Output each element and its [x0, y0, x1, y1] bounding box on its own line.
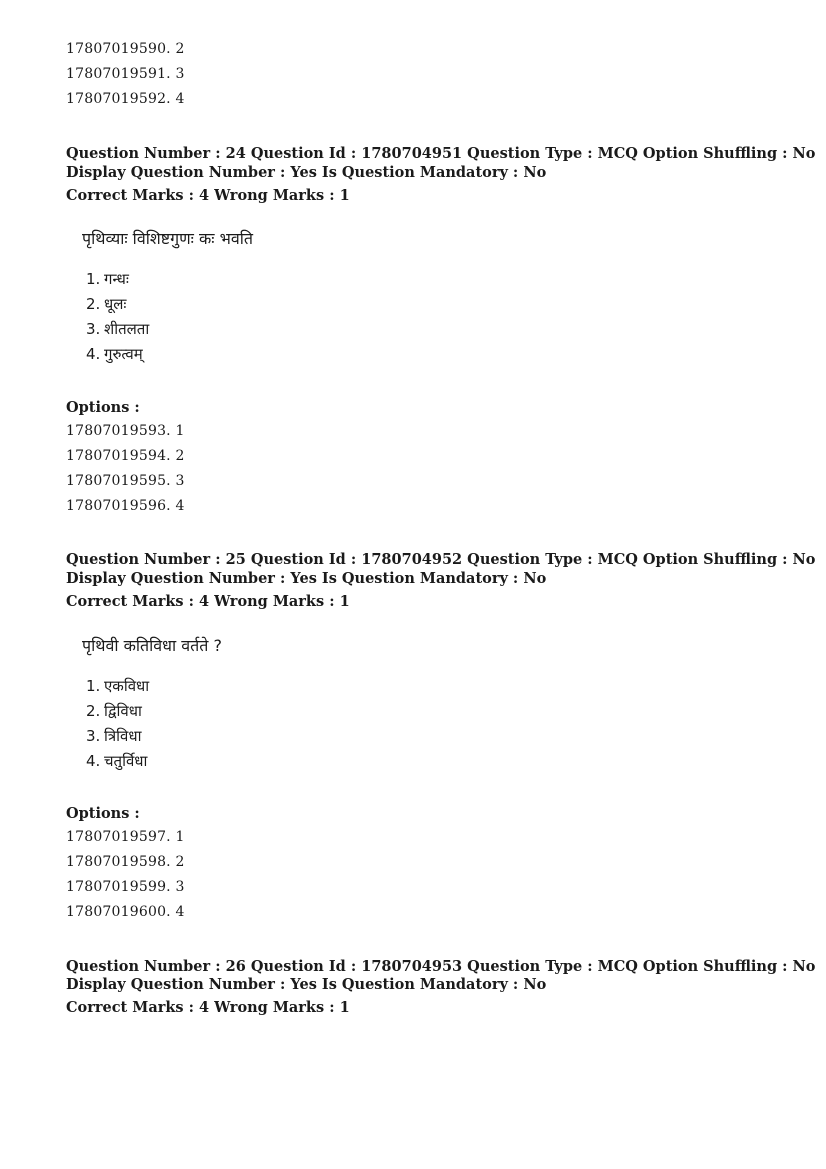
choice-text: चतुर्विधा	[104, 752, 148, 770]
choice-item	[86, 701, 142, 721]
option-line: 17807019593. 1	[66, 423, 185, 439]
option-line: 17807019597. 1	[66, 829, 185, 845]
question-text: पृथिव्याः विशिष्टगुणः कः भवति	[82, 229, 253, 248]
option-line: 17807019592. 4	[66, 91, 185, 107]
choice-number: 4.	[86, 345, 101, 363]
choice-text: एकविधा	[104, 677, 150, 695]
choice-text: गुरुत्वम्	[104, 345, 143, 363]
question-marks: Correct Marks : 4 Wrong Marks : 1	[66, 999, 350, 1016]
question-marks: Correct Marks : 4 Wrong Marks : 1	[66, 593, 350, 610]
choice-number: 2.	[86, 702, 101, 720]
choice-item	[86, 269, 129, 289]
question-header-2: Display Question Number : Yes Is Question Mandatory : No	[66, 164, 547, 181]
question-header: Question Number : 25 Question Id : 1780704952 Question Type : MCQ Option Shuffling : No	[66, 551, 816, 568]
option-line: 17807019590. 2	[66, 41, 185, 57]
question-header-2: Display Question Number : Yes Is Question Mandatory : No	[66, 976, 547, 993]
question-header-2: Display Question Number : Yes Is Question Mandatory : No	[66, 570, 547, 587]
choice-text: द्विविधा	[104, 702, 142, 720]
options-label: Options :	[66, 399, 140, 416]
option-line: 17807019596. 4	[66, 498, 185, 514]
option-line: 17807019598. 2	[66, 854, 185, 870]
choice-text: धूलः	[104, 295, 127, 313]
choice-number: 3.	[86, 727, 101, 745]
question-marks: Correct Marks : 4 Wrong Marks : 1	[66, 187, 350, 204]
choice-text: गन्धः	[104, 270, 129, 288]
option-line: 17807019599. 3	[66, 879, 185, 895]
choice-number: 2.	[86, 295, 101, 313]
options-label: Options :	[66, 805, 140, 822]
option-line: 17807019595. 3	[66, 473, 185, 489]
choice-text: शीतलता	[104, 320, 150, 338]
question-text: पृथिवी कतिविधा वर्तते ?	[82, 636, 222, 655]
choice-item	[86, 294, 126, 314]
option-line: 17807019594. 2	[66, 448, 185, 464]
choice-item	[86, 676, 149, 696]
choice-item	[86, 344, 143, 364]
choice-item	[86, 726, 142, 746]
question-header: Question Number : 24 Question Id : 1780704951 Question Type : MCQ Option Shuffling : No	[66, 145, 816, 162]
choice-text: त्रिविधा	[104, 727, 142, 745]
choice-item	[86, 751, 147, 771]
choice-number: 3.	[86, 320, 101, 338]
question-header: Question Number : 26 Question Id : 1780704953 Question Type : MCQ Option Shuffling : No	[66, 958, 816, 975]
choice-number: 1.	[86, 270, 101, 288]
option-line: 17807019600. 4	[66, 904, 185, 920]
choice-item	[86, 319, 149, 339]
choice-number: 1.	[86, 677, 101, 695]
choice-number: 4.	[86, 752, 101, 770]
option-line: 17807019591. 3	[66, 66, 185, 82]
